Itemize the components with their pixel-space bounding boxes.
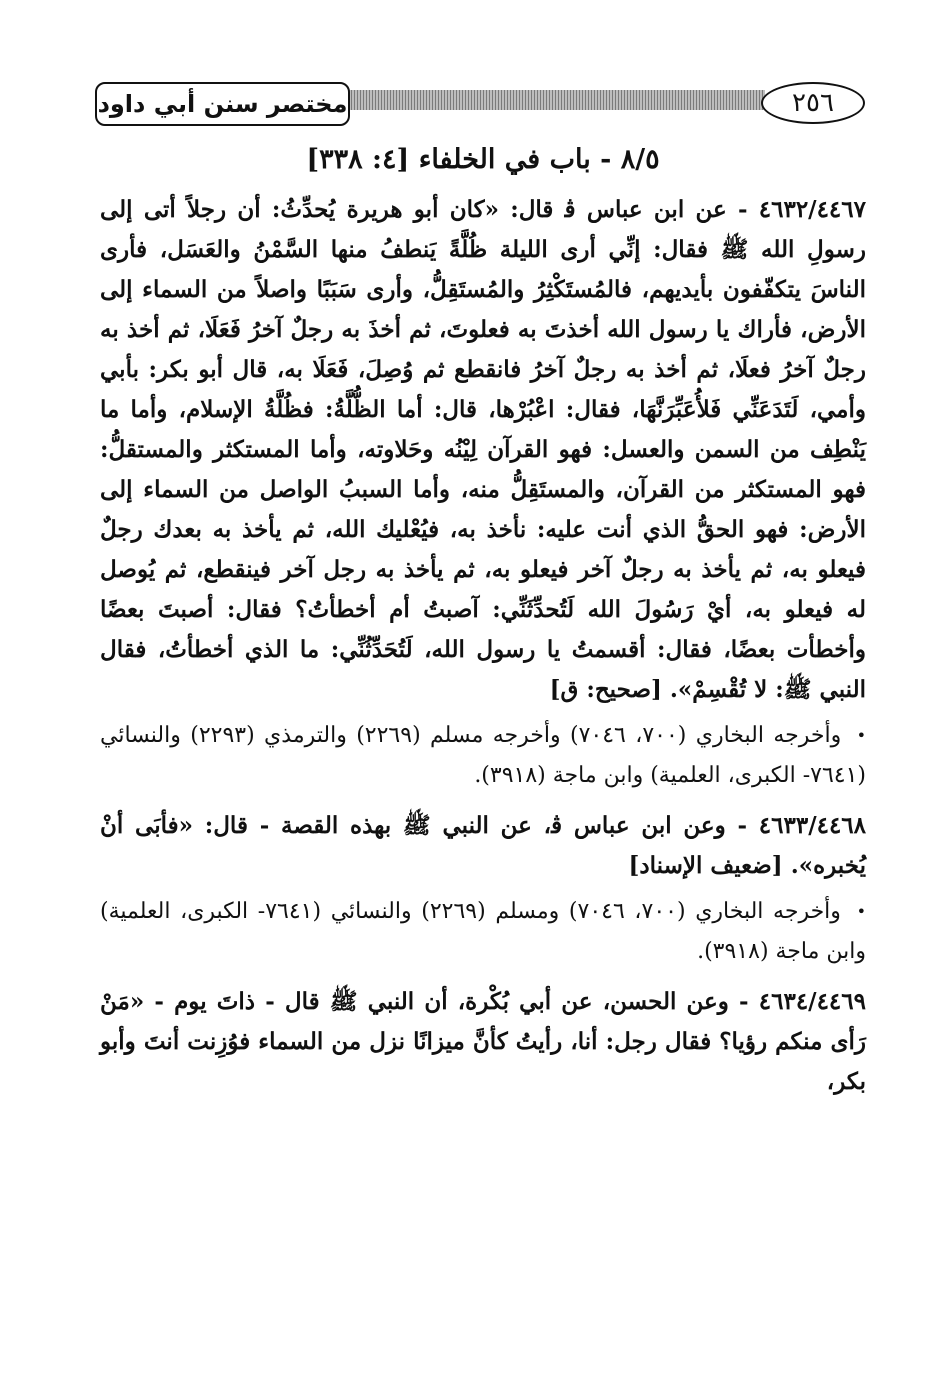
bullet-icon: •: [856, 902, 867, 921]
page-number: ٢٥٦: [761, 82, 865, 124]
hadith-text: - عن ابن عباس ﭬ قال: «كان أبو هريرة يُحدِّثُ: أن رجلاً أتى إلى رسولِ الله ﷺ فقال: إنِّي أرى الليلة ظُلَّةً يَنطفُ منها السَّمْنُ والعَسَل، فأرى الناسَ يتكفّفون بأيديهم، فالمُستَكْثِرُ والمُستَقِلُّ، وأرى سَبَبًا واصلاً من السماء إلى الأرض، فأراك يا رسول الله أخذتَ به فعلوتَ، ثم أخذَ به رجلٌ آخرُ فَعَلَا، ثم أخذ به رجلٌ آخرُ فعلَا، ثم أخذ به رجلٌ آخرُ فانقطع ثم وُصِلَ، فَعَلَا به، قال أبو بكر: بأبي وأمي، لَتَدَعَنِّي فَلأُعَبِّرَنَّهَا، فقال: اعْبُرْها، قال: أما الظُّلَّةُ: فظُلَّةُ الإسلام، وأما ما يَنْطِف من السمن والعسل: فهو القرآن لِيْنُه وحَلاوته، وأما المستكثر والمستقلُّ: فهو المستكثر من القرآن، والمستَقِلُّ منه، وأما السببُ الواصل من السماء إلى الأرض: فهو الحقُّ الذي أنت عليه: نأخذ به، فيُعْليك الله، ثم يأخذ به بعدك رجلٌ فيعلو به، ثم يأخذ به رجلٌ آخر فيعلو به، ثم يأخذ به رجل آخر فينقطع، ثم يُوصل له فيعلو به، أيْ رَسُولَ الله لَتُحدِّثَنِّي: آصبتُ أم أخطأتُ؟ فقال: أصبتَ بعضًا وأخطأت بعضًا، فقال: أقسمتُ يا رسول الله، لَتُحَدِّثُنِّي: ما الذي أخطأتُ، فقال النبي ﷺ: لا تُقْسِمْ».: [100, 196, 866, 703]
chapter-heading: ٨/٥ - باب في الخلفاء [٤: ٣٣٨]: [306, 144, 660, 175]
takhrij-note: [100, 716, 866, 796]
hadith-grading: [ضعيف الإسناد]: [628, 852, 783, 879]
page-content: [100, 140, 866, 1102]
hadith-text: - وعن الحسن، عن أبي بُكْرة، أن النبي ﷺ قال - ذاتَ يوم - «مَنْ رَأى منكم رؤيا؟ فقال رجل: أنا، رأيتُ كأنَّ ميزانًا نزل من السماء فوُزِنت أنتَ وأبو بكر،: [100, 988, 866, 1095]
hadith-number: ٤٦٣٤/٤٤٦٩: [758, 988, 866, 1015]
page-header: [95, 82, 865, 130]
bullet-icon: •: [856, 726, 867, 745]
hadith-grading: [صحيح: ق]: [549, 676, 662, 703]
header-decorative-band: [345, 90, 765, 110]
hadith-entry: [100, 190, 866, 710]
book-title: مختصر سنن أبي داود: [95, 82, 350, 126]
takhrij-text: وأخرجه البخاري (٧٠٠، ٧٠٤٦) ومسلم (٢٢٦٩) والنسائي (٧٦٤١- الكبرى، العلمية) وابن ماجة (٣٩١٨).: [100, 899, 866, 964]
hadith-entry: [100, 806, 866, 886]
hadith-number: ٤٦٣٢/٤٤٦٧: [758, 196, 866, 223]
hadith-number: ٤٦٣٣/٤٤٦٨: [758, 812, 867, 839]
hadith-text: - وعن ابن عباس ﭬ، عن النبي ﷺ بهذه القصة - قال: «فأبَى أنْ يُخبره».: [100, 812, 866, 879]
takhrij-note: [100, 892, 866, 972]
hadith-entry: [100, 982, 866, 1102]
takhrij-text: وأخرجه البخاري (٧٠٠، ٧٠٤٦) وأخرجه مسلم (٢٢٦٩) والترمذي (٢٢٩٣) والنسائي (٧٦٤١- الكبرى، العلمية) وابن ماجة (٣٩١٨).: [100, 723, 866, 788]
